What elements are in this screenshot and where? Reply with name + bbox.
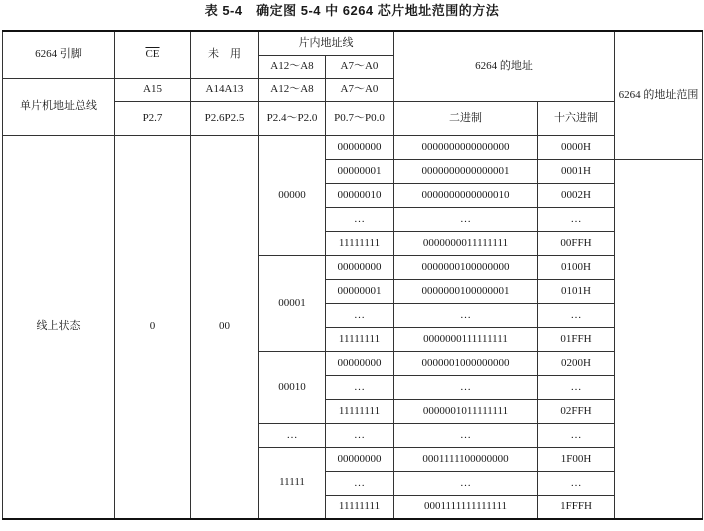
header-a15: A15 [115, 78, 191, 101]
hex-value: 01FFH [538, 327, 615, 351]
header-a12-a8: A12～A8 [259, 55, 326, 78]
binary-value: 0000000111111111 [394, 327, 538, 351]
binary-value: 0000000000000001 [394, 159, 538, 183]
header-onchip-lines: 片内地址线 [259, 31, 394, 55]
header-a12-a8-2: A12～A8 [259, 78, 326, 101]
header-p07-p00: P0.7～P0.0 [326, 101, 394, 135]
binary-value: 0000000100000001 [394, 279, 538, 303]
hex-value: … [538, 207, 615, 231]
hex-value: 0002H [538, 183, 615, 207]
header-hex: 十六进制 [538, 101, 615, 135]
lo-value: 11111111 [326, 495, 394, 519]
hi-group: 00010 [259, 351, 326, 423]
hex-value: 1F00H [538, 447, 615, 471]
binary-value: 0001111100000000 [394, 447, 538, 471]
header-ce: $\overline{CE}$ [115, 31, 191, 78]
header-binary: 二进制 [394, 101, 538, 135]
binary-value: 0000000000000010 [394, 183, 538, 207]
binary-value: 0000000000000000 [394, 135, 538, 159]
lo-value: 00000000 [326, 351, 394, 375]
hex-value: 0200H [538, 351, 615, 375]
hex-value: … [538, 471, 615, 495]
header-a14a13: A14A13 [191, 78, 259, 101]
header-unused: 未 用 [191, 31, 259, 78]
header-p24-p20: P2.4～P2.0 [259, 101, 326, 135]
hex-value: … [538, 423, 615, 447]
lo-value: … [326, 303, 394, 327]
binary-value: … [394, 471, 538, 495]
binary-value: … [394, 423, 538, 447]
binary-value: 0001111111111111 [394, 495, 538, 519]
unused-value: 00 [191, 135, 259, 519]
address-table [2, 30, 703, 520]
binary-value: 0000000011111111 [394, 231, 538, 255]
lo-value: 00000000 [326, 255, 394, 279]
lo-value: 00000001 [326, 279, 394, 303]
lo-value: … [326, 423, 394, 447]
lo-value: … [326, 471, 394, 495]
binary-value: … [394, 303, 538, 327]
lo-value: … [326, 207, 394, 231]
hex-value: 00FFH [538, 231, 615, 255]
hex-value: 0001H [538, 159, 615, 183]
lo-value: 11111111 [326, 399, 394, 423]
lo-value: … [326, 375, 394, 399]
header-pin: 6264 引脚 [3, 31, 115, 78]
state-label: 线上状态 [3, 135, 115, 519]
hex-value: 0101H [538, 279, 615, 303]
binary-value: 0000001011111111 [394, 399, 538, 423]
header-6264-address: 6264 的地址 [394, 31, 615, 101]
hex-value: 02FFH [538, 399, 615, 423]
hex-value: 1FFFH [538, 495, 615, 519]
binary-value: … [394, 207, 538, 231]
hex-value: 0100H [538, 255, 615, 279]
table-caption: 表 5-4 确定图 5-4 中 6264 芯片地址范围的方法 [204, 3, 500, 18]
header-6264-range: 6264 的地址范围 [615, 31, 703, 159]
hex-value: … [538, 375, 615, 399]
ce-value: 0 [115, 135, 191, 519]
lo-value: 00000000 [326, 135, 394, 159]
lo-value: 11111111 [326, 231, 394, 255]
lo-value: 11111111 [326, 327, 394, 351]
lo-value: 00000000 [326, 447, 394, 471]
hex-value: 0000H [538, 135, 615, 159]
binary-value: … [394, 375, 538, 399]
hex-value: … [538, 303, 615, 327]
lo-value: 00000010 [326, 183, 394, 207]
binary-value: 0000001000000000 [394, 351, 538, 375]
hi-group: … [259, 423, 326, 447]
header-a7-a0: A7～A0 [326, 55, 394, 78]
hi-group: 11111 [259, 447, 326, 519]
header-bus: 单片机地址总线 [3, 78, 115, 135]
lo-value: 00000001 [326, 159, 394, 183]
hi-group: 00001 [259, 255, 326, 351]
header-p26p25: P2.6P2.5 [191, 101, 259, 135]
hi-group: 00000 [259, 135, 326, 255]
header-a7-a0-2: A7～A0 [326, 78, 394, 101]
binary-value: 0000000100000000 [394, 255, 538, 279]
header-p27: P2.7 [115, 101, 191, 135]
